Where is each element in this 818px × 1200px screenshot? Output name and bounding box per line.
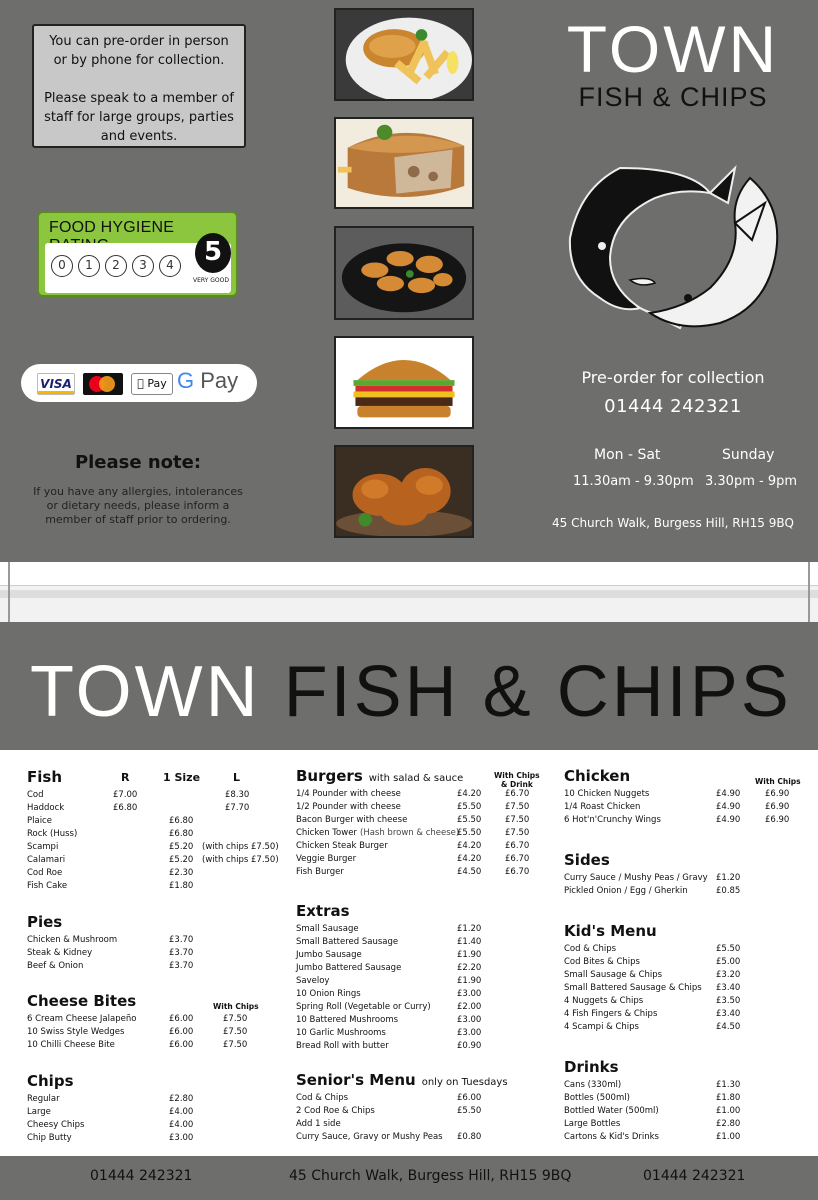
brand-fish-chips: FISH & CHIPS	[578, 82, 768, 112]
seniors-menu-subtitle: only on Tuesdays	[421, 1077, 508, 1088]
chicken-item-price: £4.90	[716, 789, 741, 799]
kids-item-price: £4.50	[716, 1022, 741, 1032]
mastercard-icon	[83, 373, 123, 395]
fish-item-one: £6.80	[169, 816, 194, 826]
kids-item-name: 4 Scampi & Chips	[564, 1022, 639, 1032]
senior-item	[296, 1106, 546, 1119]
senior-item-name: 2 Cod Roe & Chips	[296, 1106, 375, 1116]
menu-header-title	[30, 652, 792, 732]
chips-item-name: Large	[27, 1107, 51, 1117]
burger-item	[296, 867, 546, 880]
senior-item-price: £0.80	[457, 1132, 482, 1142]
fish-item-name: Scampi	[27, 842, 59, 852]
food-hygiene-title: FOOD HYGIENE	[49, 219, 175, 236]
senior-item	[296, 1119, 546, 1132]
sides-item-price: £0.85	[716, 886, 741, 896]
chicken-item	[564, 802, 814, 815]
extras-item-name: Spring Roll (Vegetable or Curry)	[296, 1002, 431, 1012]
fish-col-l: L	[233, 771, 241, 784]
chicken-item-chips: £6.90	[765, 802, 790, 812]
payment-methods	[21, 364, 257, 402]
senior-item-price: £6.00	[457, 1093, 482, 1103]
burger-item-combo: £6.70	[505, 841, 530, 851]
kids-item-name: Small Sausage & Chips	[564, 970, 663, 980]
extras-item-price: £3.00	[457, 1015, 482, 1025]
chicken-item-chips: £6.90	[765, 789, 790, 799]
drinks-item-name: Bottles (500ml)	[564, 1093, 630, 1103]
extras-item	[296, 950, 546, 963]
extras-item-price: £1.90	[457, 950, 482, 960]
hygiene-scale	[45, 237, 231, 293]
fish-item-one: £6.80	[169, 829, 194, 839]
burger-item-price: £5.50	[457, 802, 482, 812]
extras-item-price: £1.90	[457, 976, 482, 986]
drinks-item	[564, 1119, 814, 1132]
extras-item	[296, 1028, 546, 1041]
extras-item-name: Jumbo Sausage	[296, 950, 362, 960]
chips-item-name: Cheesy Chips	[27, 1120, 85, 1130]
sides-item-name: Curry Sauce / Mushy Peas / Gravy	[564, 873, 708, 883]
chicken-col-with-chips: With Chips	[755, 777, 801, 786]
apple-pay-label: Pay	[142, 377, 162, 390]
drinks-item-price: £2.80	[716, 1119, 741, 1129]
fish-col-r: R	[121, 771, 130, 784]
kids-item	[564, 944, 814, 957]
fish-item	[27, 881, 277, 894]
burger-item-price: £4.20	[457, 789, 482, 799]
burger-item-price: £4.20	[457, 841, 482, 851]
fish-item	[27, 829, 277, 842]
senior-item	[296, 1132, 546, 1145]
extras-item-price: £1.20	[457, 924, 482, 934]
pie-item-name: Beef & Onion	[27, 961, 84, 971]
burgers-section	[296, 767, 546, 880]
pie-item-name: Chicken & Mushroom	[27, 935, 118, 945]
extras-item	[296, 937, 546, 950]
extras-item-name: Jumbo Battered Sausage	[296, 963, 402, 973]
hours-days-sunday: Sunday	[722, 447, 775, 463]
footer-bar	[0, 1156, 818, 1200]
chicken-title: Chicken	[564, 767, 631, 785]
chicken-item-name: 10 Chicken Nuggets	[564, 789, 650, 799]
extras-item	[296, 976, 546, 989]
pie-item-price: £3.70	[169, 961, 194, 971]
extras-item-price: £1.40	[457, 937, 482, 947]
fish-item-note: (with chips £7.50)	[202, 842, 279, 852]
burgers-col-header	[494, 771, 540, 789]
chips-item-price: £3.00	[169, 1133, 194, 1143]
fish-item-r: £7.00	[113, 790, 138, 800]
front-panel	[0, 0, 818, 562]
drinks-item	[564, 1080, 814, 1093]
allergy-note: If you have any allergies, intolerances or dietary needs, please inform a member of staff prior to ordering.	[33, 485, 243, 526]
preorder-note-line-1: You can pre-order in person or by phone for collection.	[49, 34, 229, 68]
burgers-title: Burgers	[296, 767, 363, 785]
burger-item	[296, 828, 546, 841]
burger-item-combo: £7.50	[505, 802, 530, 812]
burger-item-price: £4.50	[457, 867, 482, 877]
burger-item-combo: £7.50	[505, 815, 530, 825]
burger-item-name: Veggie Burger	[296, 854, 357, 864]
chips-item-name: Chip Butty	[27, 1133, 72, 1143]
chips-title: Chips	[27, 1072, 74, 1090]
drinks-item	[564, 1093, 814, 1106]
cheese-item-price: £6.00	[169, 1027, 194, 1037]
kids-item-name: Cod Bites & Chips	[564, 957, 640, 967]
burger-item-name: Chicken Tower	[296, 828, 357, 838]
visa-icon: VISA	[37, 373, 75, 395]
google-g-icon: G	[177, 368, 195, 393]
chips-item	[27, 1107, 277, 1120]
fish-logo-icon	[560, 148, 790, 338]
pie-item	[27, 948, 277, 961]
chicken-item-name: 1/4 Roast Chicken	[564, 802, 641, 812]
chicken-item-price: £4.90	[716, 815, 741, 825]
fish-item	[27, 803, 277, 816]
extras-item-name: 10 Onion Rings	[296, 989, 361, 999]
seniors-menu-section	[296, 1071, 546, 1145]
hours-time-mon-sat: 11.30am - 9.30pm	[573, 474, 694, 489]
burger-item	[296, 841, 546, 854]
fish-item-r: £6.80	[113, 803, 138, 813]
cheese-item-chips: £7.50	[223, 1014, 248, 1024]
burger-item	[296, 854, 546, 867]
drinks-item-price: £1.30	[716, 1080, 741, 1090]
senior-item-name: Cod & Chips	[296, 1093, 349, 1103]
kids-item-price: £3.50	[716, 996, 741, 1006]
pie-item-price: £3.70	[169, 948, 194, 958]
cheese-item-price: £6.00	[169, 1014, 194, 1024]
hours-time-sunday: 3.30pm - 9pm	[705, 474, 798, 489]
pies-title: Pies	[27, 913, 63, 931]
brand-town: TOWN	[566, 12, 780, 86]
footer-phone-right[interactable]: 01444 242321	[643, 1168, 746, 1184]
extras-item-name: Small Battered Sausage	[296, 937, 399, 947]
hygiene-score-0: 0	[51, 255, 73, 277]
cheese-item-name: 6 Cream Cheese Jalapeño	[27, 1014, 137, 1024]
chips-item-price: £4.00	[169, 1107, 194, 1117]
extras-item-name: Bread Roll with butter	[296, 1041, 389, 1051]
kids-item	[564, 1009, 814, 1022]
drinks-item	[564, 1132, 814, 1145]
extras-item-name: 10 Garlic Mushrooms	[296, 1028, 386, 1038]
cheese-item-chips: £7.50	[223, 1027, 248, 1037]
chicken-nuggets-photo	[334, 226, 474, 320]
pie-item-name: Steak & Kidney	[27, 948, 93, 958]
cheese-item	[27, 1040, 277, 1053]
burger-item-combo: £6.70	[505, 789, 530, 799]
seniors-menu-title: Senior's Menu	[296, 1071, 416, 1089]
fish-item-l: £8.30	[225, 790, 250, 800]
chicken-item-price: £4.90	[716, 802, 741, 812]
drinks-item-name: Cartons & Kid's Drinks	[564, 1132, 659, 1142]
google-pay-icon	[177, 368, 238, 394]
menu-header-town: TOWN	[30, 652, 261, 732]
extras-item	[296, 1041, 546, 1054]
kids-item	[564, 1022, 814, 1035]
food-hygiene-rating-badge	[37, 211, 238, 297]
apple-pay-icon	[131, 373, 173, 395]
extras-item	[296, 1015, 546, 1028]
pie-item	[27, 935, 277, 948]
extras-item-name: Small Sausage	[296, 924, 359, 934]
burger-photo	[334, 336, 474, 429]
cheese-bites-title: Cheese Bites	[27, 992, 137, 1010]
hygiene-score-1: 1	[78, 255, 100, 277]
burger-item	[296, 789, 546, 802]
burger-item-price: £4.20	[457, 854, 482, 864]
cheese-bites-section	[27, 992, 277, 1053]
kids-item-price: £5.50	[716, 944, 741, 954]
burger-item-name: Bacon Burger with cheese	[296, 815, 408, 825]
burgers-col-drink: & Drink	[500, 780, 533, 789]
fish-item	[27, 842, 277, 855]
kids-item-name: Cod & Chips	[564, 944, 617, 954]
preorder-note-line-2: Please speak to a member of staff for large groups, parties and events.	[44, 91, 234, 144]
fried-chicken-photo	[334, 445, 474, 538]
sides-item-price: £1.20	[716, 873, 741, 883]
cheese-item-name: 10 Swiss Style Wedges	[27, 1027, 125, 1037]
chips-item-price: £2.80	[169, 1094, 194, 1104]
extras-title: Extras	[296, 902, 350, 920]
extras-item-price: £3.00	[457, 989, 482, 999]
drinks-item-price: £1.80	[716, 1093, 741, 1103]
burger-item-combo: £6.70	[505, 854, 530, 864]
cheese-item-name: 10 Chilli Cheese Bite	[27, 1040, 115, 1050]
burgers-col-with-chips: With Chips	[494, 771, 540, 780]
fish-item-one: £5.20	[169, 855, 194, 865]
fold-gap	[0, 562, 818, 622]
drinks-item-name: Large Bottles	[564, 1119, 621, 1129]
cheese-item	[27, 1027, 277, 1040]
sides-section	[564, 851, 814, 899]
hygiene-very-good: VERY GOOD	[193, 277, 229, 284]
extras-item	[296, 1002, 546, 1015]
fish-section	[27, 768, 277, 894]
fish-item-name: Fish Cake	[27, 881, 68, 891]
footer-phone-left[interactable]: 01444 242321	[90, 1168, 193, 1184]
drinks-item-name: Cans (330ml)	[564, 1080, 622, 1090]
pie-photo	[334, 117, 474, 209]
hygiene-score-3: 3	[132, 255, 154, 277]
burgers-subtitle: with salad & sauce	[368, 773, 464, 784]
burger-item-price: £5.50	[457, 828, 482, 838]
chicken-item-name: 6 Hot'n'Crunchy Wings	[564, 815, 661, 825]
pie-item-price: £3.70	[169, 935, 194, 945]
footer-address: 45 Church Walk, Burgess Hill, RH15 9BQ	[289, 1168, 572, 1184]
fish-item-name: Rock (Huss)	[27, 829, 78, 839]
kids-item	[564, 957, 814, 970]
burger-item-combo: £6.70	[505, 867, 530, 877]
menu-header	[0, 622, 818, 750]
chicken-item-chips: £6.90	[765, 815, 790, 825]
drinks-item-name: Bottled Water (500ml)	[564, 1106, 659, 1116]
sides-item-name: Pickled Onion / Egg / Gherkin	[564, 886, 688, 896]
google-pay-label: Pay	[194, 368, 239, 393]
fish-col-1size: 1 Size	[163, 771, 201, 784]
fish-item-one: £2.30	[169, 868, 194, 878]
chips-item	[27, 1133, 277, 1146]
preorder-label: Pre-order for collection	[581, 368, 765, 387]
fish-item	[27, 855, 277, 868]
pies-section	[27, 913, 277, 974]
menu-header-fish-chips: FISH & CHIPS	[283, 652, 792, 732]
fish-item-name: Haddock	[27, 803, 65, 813]
chips-item	[27, 1120, 277, 1133]
kids-menu-section	[564, 922, 814, 1035]
burger-item-note: (Hash brown & cheese)	[360, 828, 460, 838]
kids-item	[564, 983, 814, 996]
drinks-item-price: £1.00	[716, 1132, 741, 1142]
burger-item-name: 1/4 Pounder with cheese	[296, 789, 401, 799]
fish-item-one: £1.80	[169, 881, 194, 891]
extras-item	[296, 989, 546, 1002]
cheese-item-price: £6.00	[169, 1040, 194, 1050]
extras-item	[296, 924, 546, 937]
burger-item-name: Chicken Steak Burger	[296, 841, 388, 851]
chicken-item	[564, 789, 814, 802]
chips-section	[27, 1072, 277, 1146]
fish-and-chips-photo	[334, 8, 474, 101]
apple-logo-icon	[137, 377, 144, 390]
burger-item	[296, 815, 546, 828]
chicken-section	[564, 767, 814, 828]
extras-item-price: £2.20	[457, 963, 482, 973]
kids-item-price: £3.40	[716, 983, 741, 993]
chicken-item	[564, 815, 814, 828]
sides-item	[564, 886, 814, 899]
preorder-note-box	[32, 24, 246, 148]
extras-item-name: Saveloy	[296, 976, 330, 986]
extras-item-price: £2.00	[457, 1002, 482, 1012]
hygiene-score-4: 4	[159, 255, 181, 277]
kids-item	[564, 970, 814, 983]
fish-item-name: Cod	[27, 790, 44, 800]
please-note-title: Please note:	[74, 452, 202, 473]
burger-item-name: Fish Burger	[296, 867, 344, 877]
drinks-item-price: £1.00	[716, 1106, 741, 1116]
fish-item-one: £5.20	[169, 842, 194, 852]
extras-item	[296, 963, 546, 976]
extras-item-name: 10 Battered Mushrooms	[296, 1015, 399, 1025]
kids-menu-title: Kid's Menu	[564, 922, 657, 940]
fish-item	[27, 868, 277, 881]
kids-item-name: 4 Fish Fingers & Chips	[564, 1009, 658, 1019]
senior-item	[296, 1093, 546, 1106]
kids-item-price: £5.00	[716, 957, 741, 967]
burger-item-combo: £7.50	[505, 828, 530, 838]
sides-item	[564, 873, 814, 886]
extras-item-price: £3.00	[457, 1028, 482, 1038]
fish-item	[27, 790, 277, 803]
chips-item	[27, 1094, 277, 1107]
chips-item-price: £4.00	[169, 1120, 194, 1130]
extras-section	[296, 902, 546, 1054]
drinks-title: Drinks	[564, 1058, 619, 1076]
kids-item	[564, 996, 814, 1009]
shop-address: 45 Church Walk, Burgess Hill, RH15 9BQ	[551, 516, 794, 530]
kids-item-name: 4 Nuggets & Chips	[564, 996, 644, 1006]
extras-item-price: £0.90	[457, 1041, 482, 1051]
fish-item-l: £7.70	[225, 803, 250, 813]
cheese-item-chips: £7.50	[223, 1040, 248, 1050]
fish-item	[27, 816, 277, 829]
sides-title: Sides	[564, 851, 610, 869]
drinks-item	[564, 1106, 814, 1119]
fish-title: Fish	[27, 768, 62, 786]
fish-item-name: Cod Roe	[27, 868, 63, 878]
kids-item-price: £3.20	[716, 970, 741, 980]
burger-item-name: 1/2 Pounder with cheese	[296, 802, 401, 812]
menu-body	[0, 750, 818, 1155]
fish-item-name: Calamari	[27, 855, 66, 865]
preorder-phone[interactable]: 01444 242321	[604, 396, 742, 417]
kids-item-name: Small Battered Sausage & Chips	[564, 983, 702, 993]
cheese-item	[27, 1014, 277, 1027]
senior-item-name: Add 1 side	[296, 1119, 341, 1129]
pie-item	[27, 961, 277, 974]
kids-item-price: £3.40	[716, 1009, 741, 1019]
hours-days-mon-sat: Mon - Sat	[594, 447, 661, 463]
cheese-col-with-chips: With Chips	[213, 1002, 259, 1011]
senior-item-price: £5.50	[457, 1106, 482, 1116]
burger-item	[296, 802, 546, 815]
fish-item-note: (with chips £7.50)	[202, 855, 279, 865]
hygiene-score-5: 5	[195, 233, 231, 273]
chips-item-name: Regular	[27, 1094, 60, 1104]
burger-item-price: £5.50	[457, 815, 482, 825]
senior-item-name: Curry Sauce, Gravy or Mushy Peas	[296, 1132, 443, 1142]
fish-item-name: Plaice	[27, 816, 52, 826]
drinks-section	[564, 1058, 814, 1145]
hygiene-score-2: 2	[105, 255, 127, 277]
